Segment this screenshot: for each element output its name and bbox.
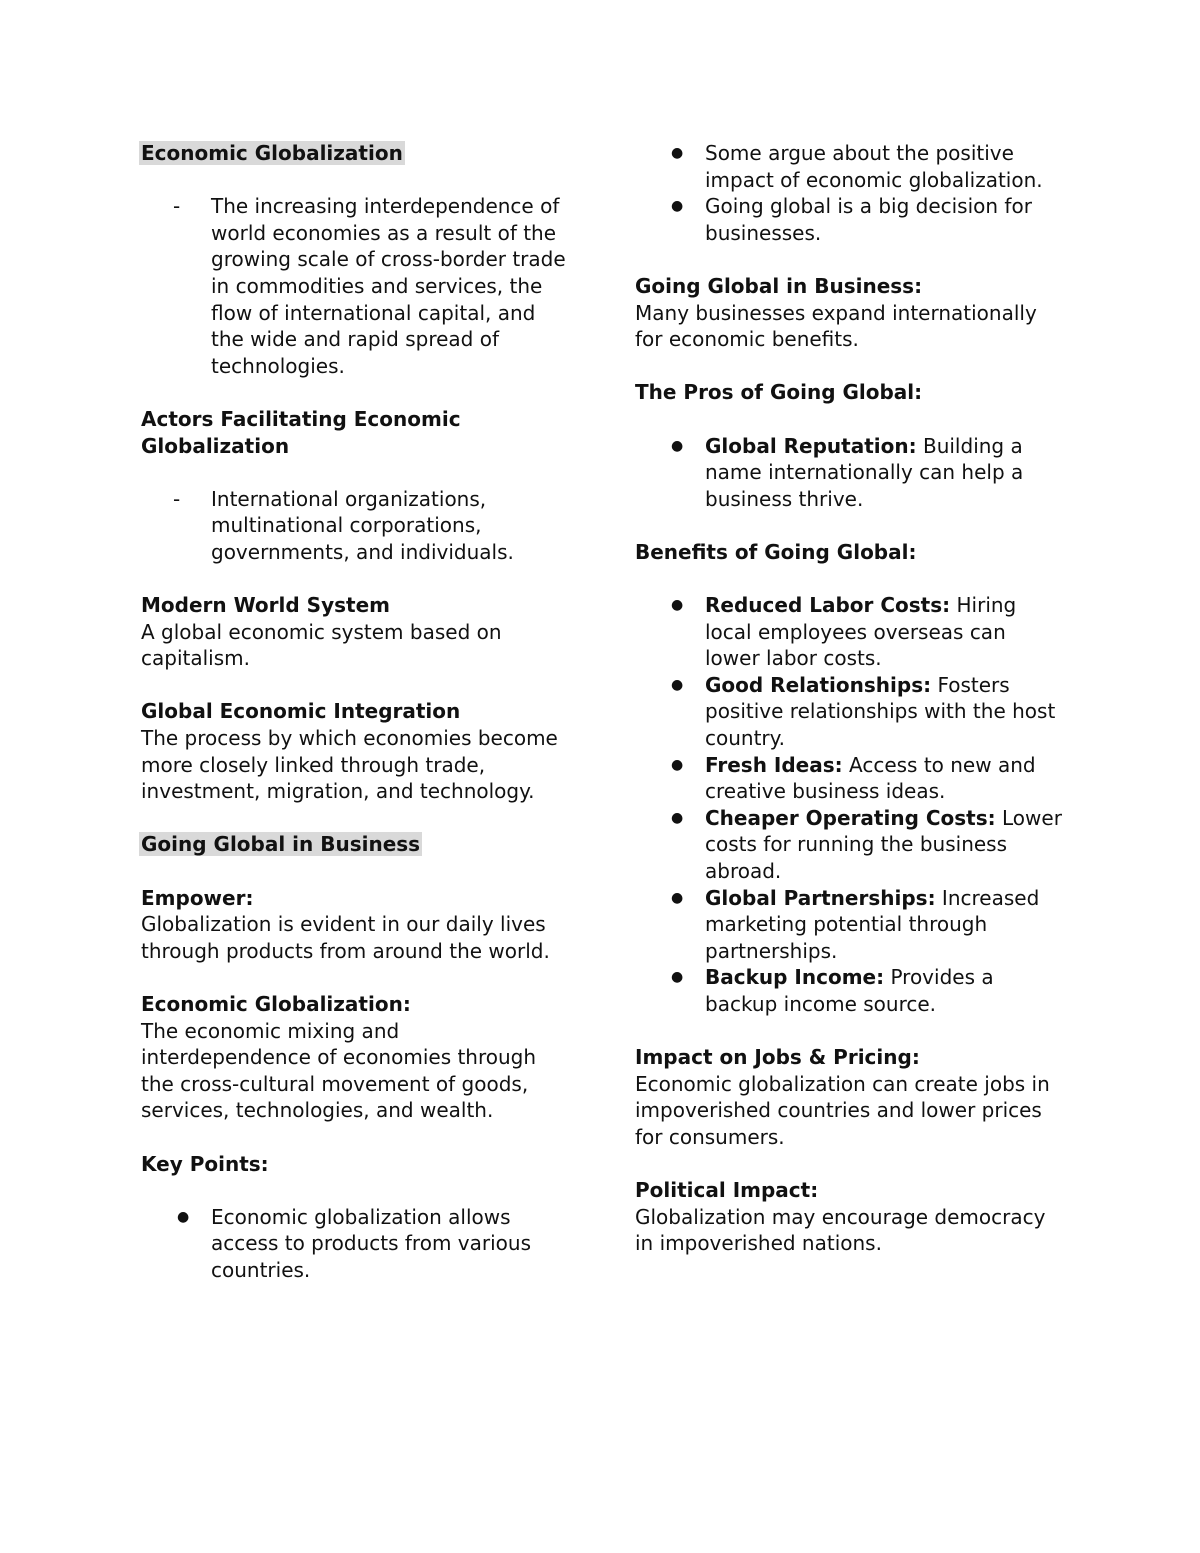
bullet-icon: ● <box>671 889 684 906</box>
section-benefits <box>635 539 1065 566</box>
dash-marker: - <box>173 194 181 219</box>
dash-marker: - <box>173 486 181 511</box>
highlighted-heading: Economic Globalization <box>141 141 403 165</box>
bullet-icon: ● <box>671 198 684 215</box>
section-economic-globalization <box>141 140 571 167</box>
bullet-icon: ● <box>671 437 684 454</box>
bullet-icon: ● <box>671 145 684 161</box>
list-item <box>141 486 571 566</box>
list-item-text: Going global is a big decision for businesses. <box>705 194 1032 245</box>
benefits-block <box>635 592 1065 1018</box>
section-political-impact <box>635 1177 1065 1257</box>
section-text: The economic mixing and interdependence of economies through the cross-cultural movement of goods, services, technologies, and wealth. <box>141 1018 537 1123</box>
section-text: The process by which economies become more closely linked through trade, investment, migration, and technology. <box>141 726 558 804</box>
section-heading: Modern World System <box>141 593 390 618</box>
section-heading: Economic Globalization: <box>141 992 411 1016</box>
section-heading: Actors Facilitating Economic Globalization <box>141 406 461 458</box>
item-label: Cheaper Operating Costs: <box>705 805 996 830</box>
list-item-text: The increasing interdependence of world economies as a result of the growing scale of cross-border trade in commodities and services, the flow of international capital, and the wide and rapid spread of technologies. <box>211 194 566 378</box>
section-text: Economic globalization can create jobs in impoverished countries and lower prices for consumers. <box>635 1071 1050 1149</box>
section-global-economic-integration <box>141 698 571 804</box>
item-label: Fresh Ideas: <box>705 752 843 777</box>
bullet-icon: ● <box>671 809 684 826</box>
list-item <box>635 752 1065 805</box>
list-item <box>635 805 1065 885</box>
bullet-icon: ● <box>177 1208 190 1225</box>
section-heading: Going Global in Business: <box>635 273 923 298</box>
item-label: Global Partnerships: <box>705 885 936 910</box>
section-text: Globalization is evident in our daily lives through products from around the world. <box>141 912 550 963</box>
section-empower <box>141 885 571 965</box>
list-item <box>635 592 1065 672</box>
item-text: Building a name internationally can help a business thrive. <box>705 433 1024 511</box>
section-text: Globalization may encourage democracy in impoverished nations. <box>635 1204 1046 1256</box>
right-column <box>635 140 1065 1284</box>
section-heading: The Pros of Going Global: <box>635 380 923 405</box>
section-heading: Benefits of Going Global: <box>635 539 917 564</box>
definition-block <box>141 193 571 379</box>
bullet-icon: ● <box>671 676 684 693</box>
section-actors <box>141 406 571 459</box>
section-heading: Impact on Jobs & Pricing: <box>635 1045 920 1070</box>
actors-block <box>141 486 571 566</box>
section-modern-world-system <box>141 592 571 672</box>
list-item <box>141 1204 571 1284</box>
item-label: Backup Income: <box>705 965 885 990</box>
section-heading: Political Impact: <box>635 1178 819 1203</box>
list-item <box>635 140 1065 193</box>
item-label: Global Reputation: <box>705 433 917 458</box>
item-text: Lower costs for running the business abroad. <box>705 805 1062 884</box>
section-text: Many businesses expand internationally for economic benefits. <box>635 300 1037 352</box>
section-heading: Global Economic Integration <box>141 699 461 724</box>
pros-block <box>635 433 1065 513</box>
item-text: Provides a backup income source. <box>705 965 994 1016</box>
bullet-list <box>635 592 1065 1018</box>
item-text: Fosters positive relationships with the host country. <box>705 672 1056 751</box>
list-item-text: Some argue about the positive impact of economic globalization. <box>705 141 1043 192</box>
list-item-text: Economic globalization allows access to products from various countries. <box>211 1204 531 1282</box>
list-item <box>635 672 1065 752</box>
key-points-block <box>141 1204 571 1284</box>
section-jobs-pricing <box>635 1044 1065 1150</box>
list-item <box>635 433 1065 513</box>
bullet-list <box>635 140 1065 246</box>
list-item-text: International organizations, multinational corporations, governments, and individuals. <box>211 486 514 564</box>
section-pros <box>635 379 1065 406</box>
section-going-global <box>141 831 571 858</box>
dash-list <box>141 193 571 379</box>
section-heading: Empower: <box>141 885 254 910</box>
bullet-icon: ● <box>671 597 684 614</box>
list-item <box>635 193 1065 246</box>
item-label: Reduced Labor Costs: <box>705 593 951 618</box>
section-key-points <box>141 1151 571 1178</box>
bullet-icon: ● <box>671 969 684 986</box>
left-column <box>141 140 571 1310</box>
item-text: Increased marketing potential through partnerships. <box>705 885 1040 963</box>
section-going-global-business <box>635 273 1065 353</box>
list-item <box>141 193 571 379</box>
key-points-continued <box>635 140 1065 246</box>
item-text: Access to new and creative business ideas. <box>705 752 1036 804</box>
section-text: A global economic system based on capitalism. <box>141 619 502 671</box>
section-heading: Key Points: <box>141 1151 269 1176</box>
list-item <box>635 885 1065 965</box>
bullet-list <box>635 433 1065 513</box>
item-label: Good Relationships: <box>705 672 932 697</box>
item-text: Hiring local employees overseas can lower labor costs. <box>705 593 1017 671</box>
bullet-list <box>141 1204 571 1284</box>
bullet-icon: ● <box>671 756 684 773</box>
highlighted-heading: Going Global in Business <box>141 832 421 857</box>
list-item <box>635 964 1065 1017</box>
dash-list <box>141 486 571 566</box>
section-economic-globalization-2 <box>141 991 571 1124</box>
